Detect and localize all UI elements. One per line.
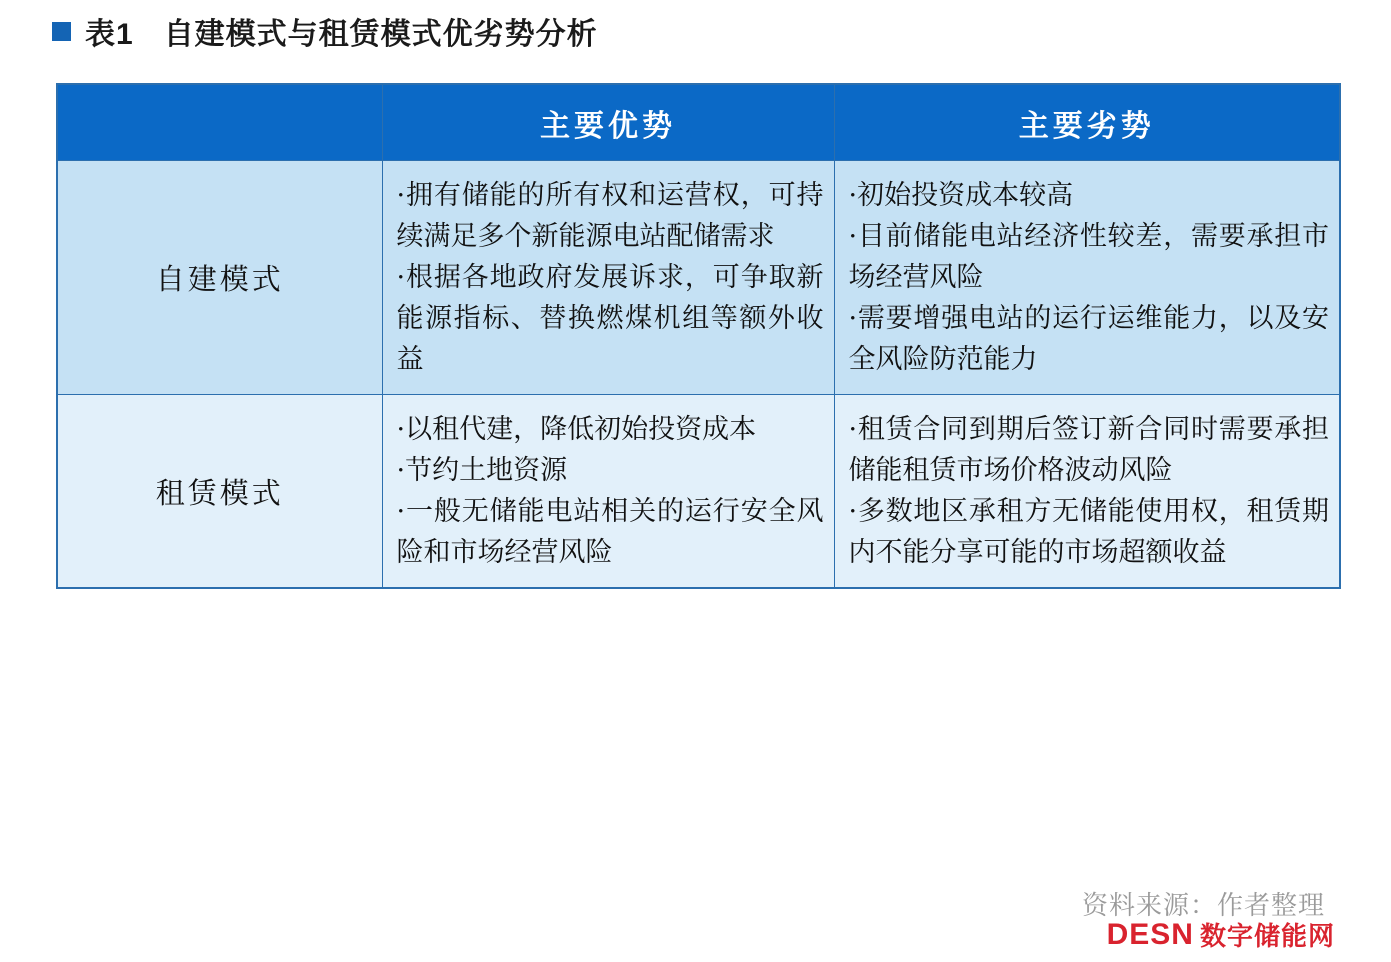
table-header-cell-mode (57, 84, 382, 161)
row-advantages-lease (382, 395, 834, 589)
source-note: 资料来源：作者整理 (1081, 890, 1325, 920)
list-item: ·节约土地资源 (396, 455, 568, 487)
table-body (57, 161, 1340, 589)
table-header-row (57, 84, 1340, 161)
table-title-text: 自建模式与租赁模式优劣势分析 (163, 18, 598, 51)
list-item: ·租赁合同到期后签订新合同时需要承担储能租赁市场价格波动风险 (848, 414, 1329, 487)
watermark (1107, 916, 1335, 953)
row-mode-self-build: 自建模式 (57, 161, 382, 395)
title-marker-icon (52, 22, 71, 41)
list-item: ·根据各地政府发展诉求，可争取新能源指标、替换燃煤机组等额外收益 (396, 262, 824, 376)
analysis-table (56, 83, 1341, 589)
watermark-logo-text: DESN (1106, 917, 1194, 951)
table-number-label: 表1 (85, 18, 134, 51)
list-item: ·初始投资成本较高 (848, 180, 1074, 211)
table-header-cell-advantages: 主要优势 (382, 84, 834, 161)
list-item: ·多数地区承租方无储能使用权，租赁期内不能分享可能的市场超额收益 (848, 496, 1329, 569)
analysis-table-container (56, 83, 1339, 589)
table-header (57, 84, 1340, 161)
list-item: ·以租代建，降低初始投资成本 (396, 414, 757, 446)
list-item: ·一般无储能电站相关的运行安全风险和市场经营风险 (396, 496, 824, 569)
list-item: ·需要增强电站的运行运维能力，以及安全风险防范能力 (848, 303, 1329, 376)
list-item: ·拥有储能的所有权和运营权，可持续满足多个新能源电站配储需求 (396, 180, 824, 253)
table-header-cell-disadvantages: 主要劣势 (834, 84, 1340, 161)
table-row (57, 161, 1340, 395)
table-row (57, 395, 1340, 589)
list-item: ·目前储能电站经济性较差，需要承担市场经营风险 (848, 221, 1329, 294)
row-disadvantages-self-build (834, 161, 1340, 395)
watermark-site-name: 数字储能网 (1199, 921, 1335, 951)
row-mode-lease: 租赁模式 (57, 395, 382, 589)
row-advantages-self-build (382, 161, 834, 395)
row-disadvantages-lease (834, 395, 1340, 589)
page-title (0, 0, 1391, 51)
